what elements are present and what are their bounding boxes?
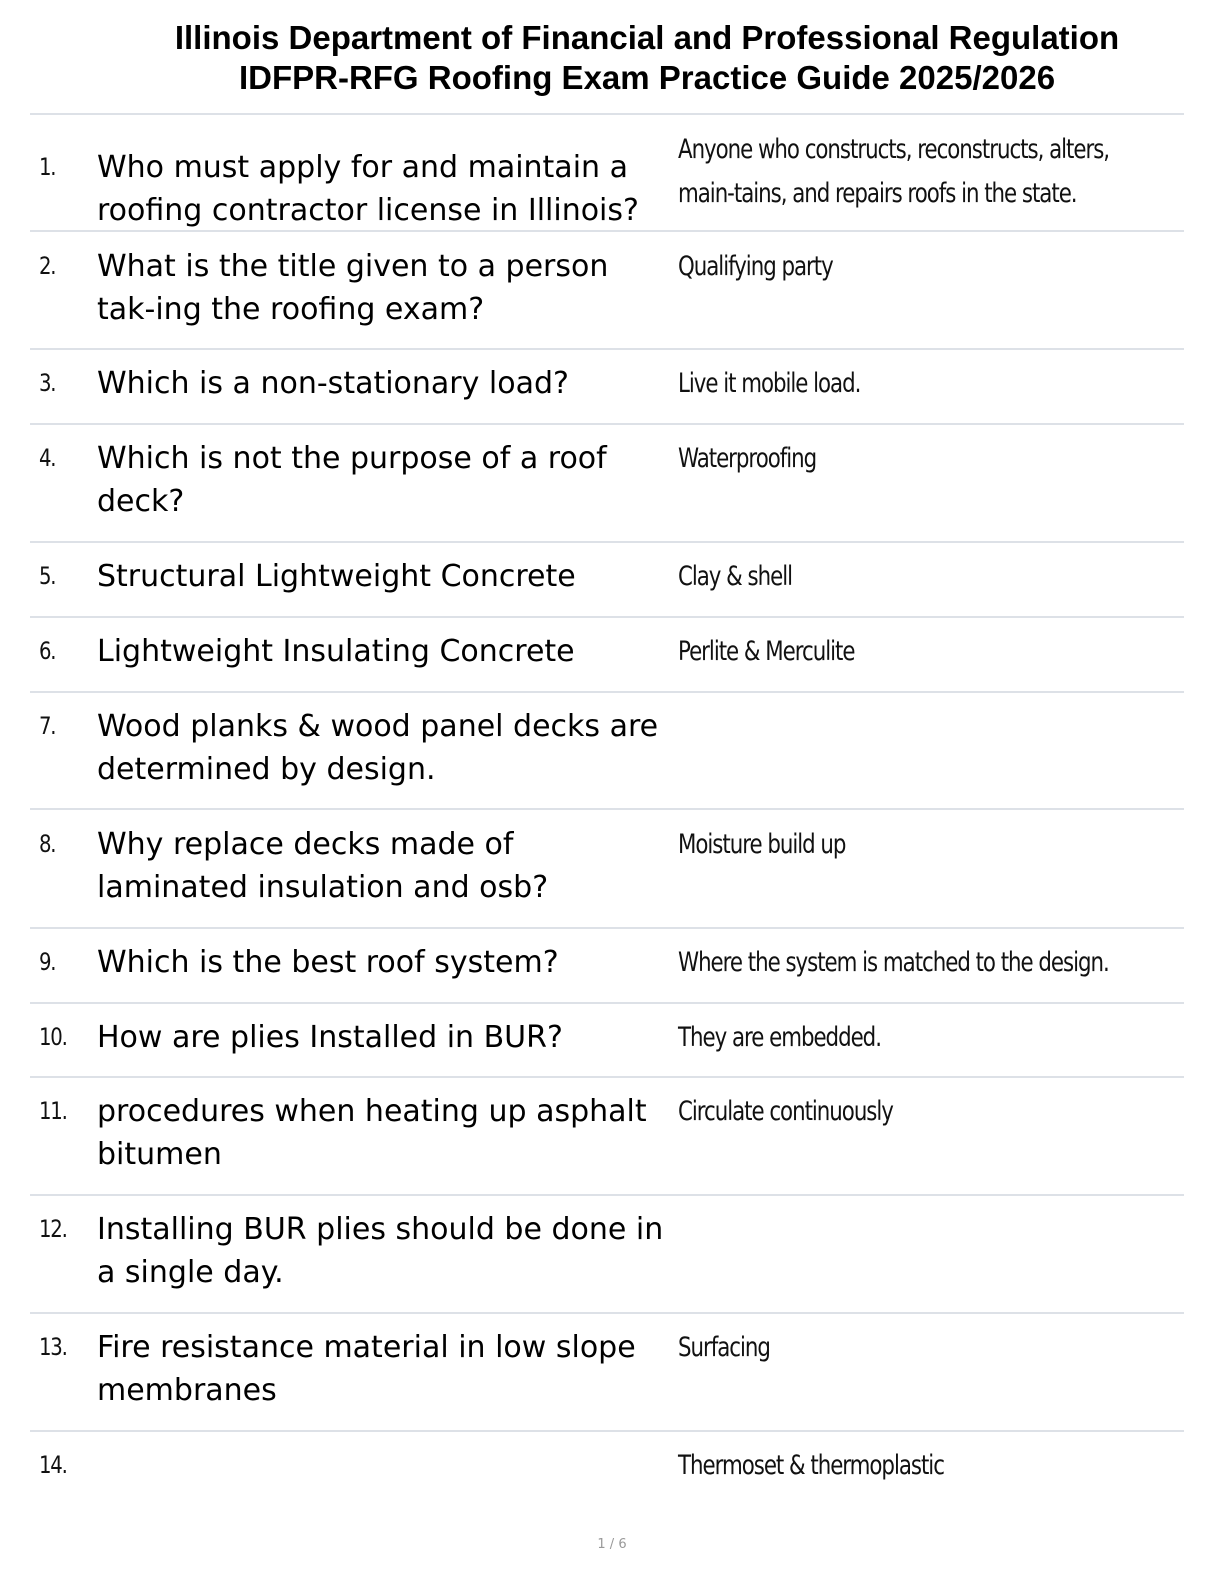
item-number: 11. [39,1097,67,1125]
question-text: Which is the best roof system? [97,945,559,980]
item-number: 4. [39,444,56,472]
answer-text: Live it mobile load. [678,368,861,399]
header-title: IDFPR-RFG Roofing Exam Practice Guide 2025/2026 [238,59,1056,96]
divider [30,616,1184,618]
item-number: 2. [39,252,56,280]
item-number: 10. [39,1023,67,1051]
question-text: Why replace decks made of laminated insulation and osb? [97,827,549,905]
item-number: 7. [39,712,56,740]
answer-text: Waterproofing [678,443,817,474]
question-text: Which is not the purpose of a roof deck? [97,441,607,519]
item-number: 12. [39,1215,67,1243]
answer-text: Anyone who constructs, reconstructs, alters, main-tains, and repairs roofs in the state. [678,134,1110,209]
divider [30,691,1184,693]
divider [30,1312,1184,1314]
question-text: Structural Lightweight Concrete [97,559,576,594]
answer-text: They are embedded. [678,1022,881,1053]
answer-text: Clay & shell [678,561,792,592]
question-text: Wood planks & wood panel decks are determined by design. [97,709,659,787]
divider [30,1076,1184,1078]
item-number: 8. [39,830,56,858]
item-number: 6. [39,637,56,665]
divider [30,1430,1184,1432]
divider [30,348,1184,350]
page-number: 1 / 6 [597,1537,627,1552]
page-header [30,18,1184,98]
question-text: Lightweight Insulating Concrete [97,634,575,669]
answer-text: Moisture build up [678,829,846,860]
question-text: Who must apply for and maintain a roofing contractor license in Illinois? [97,150,639,228]
question-text: Installing BUR plies should be done in a single day. [97,1212,664,1290]
divider [30,423,1184,425]
question-text: Which is a non-stationary load? [97,366,569,401]
question-text: Fire resistance material in low slope membranes [97,1330,636,1408]
item-number: 5. [39,562,56,590]
answer-text: Thermoset & thermoplastic [678,1450,944,1481]
answer-text: Perlite & Merculite [678,636,855,667]
item-number: 13. [39,1333,67,1361]
header-organization: Illinois Department of Financial and Professional Regulation [174,19,1120,56]
question-text: procedures when heating up asphalt bitumen [97,1094,647,1172]
question-text: What is the title given to a person tak-ing the roofing exam? [97,249,609,327]
item-number: 3. [39,369,56,397]
answer-text: Where the system is matched to the design. [678,947,1109,978]
answer-text: Circulate continuously [678,1096,893,1127]
divider [30,808,1184,810]
answer-text: Qualifying party [678,251,833,282]
divider [30,1002,1184,1004]
item-number: 1. [39,153,56,181]
divider [30,230,1184,232]
divider [30,927,1184,929]
item-number: 14. [39,1451,67,1479]
divider [30,113,1184,115]
divider [30,1194,1184,1196]
answer-text: Surfacing [678,1332,770,1363]
question-text: How are plies Installed in BUR? [97,1020,563,1055]
item-number: 9. [39,948,56,976]
divider [30,541,1184,543]
